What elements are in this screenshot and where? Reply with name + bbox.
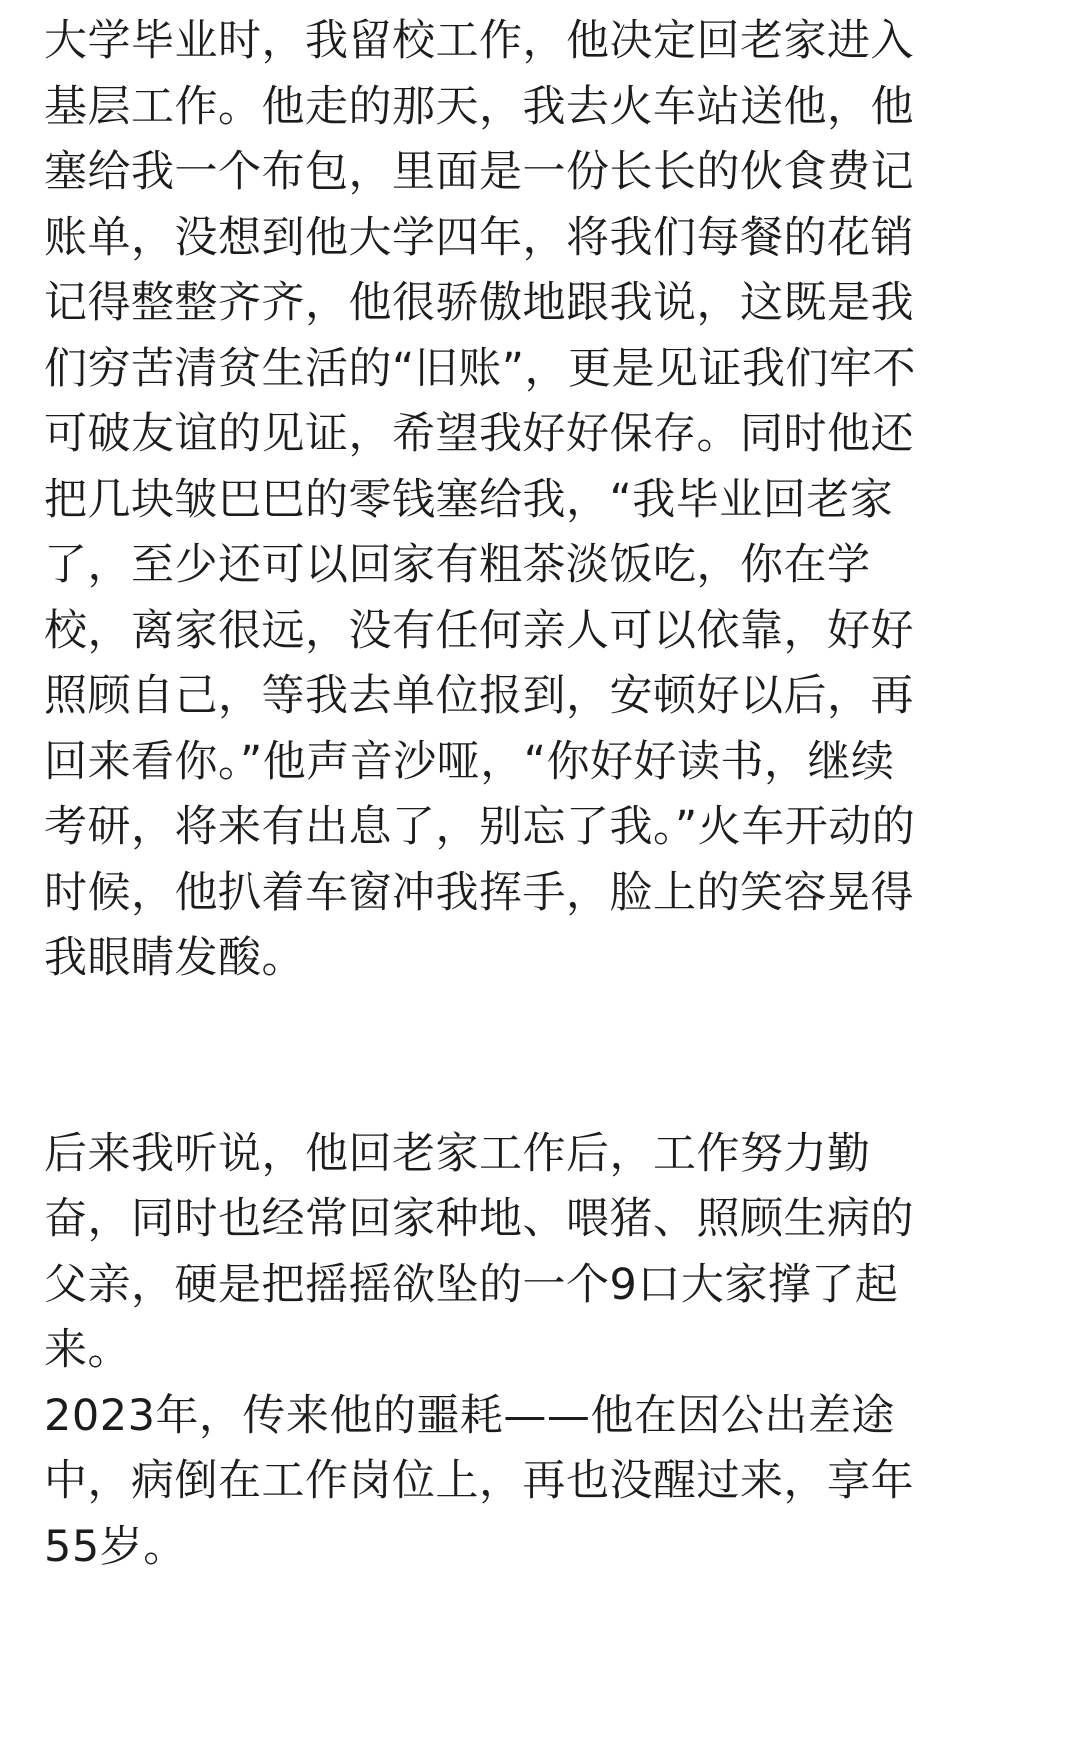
article-body	[44, 9, 1054, 1580]
text-line: 账单，没想到他大学四年，将我们每餐的花销	[44, 212, 914, 263]
text-line: 基层工作。他走的那天，我去火车站送他，他	[44, 81, 914, 132]
text-line: 55岁。	[44, 1521, 187, 1572]
text-line: 我眼睛发酸。	[44, 933, 305, 983]
text-line: 校，离家很远，没有任何亲人可以依靠，好好	[44, 605, 914, 656]
text-line: 来。	[44, 1325, 131, 1375]
text-line: 把几块皱巴巴的零钱塞给我，“我毕业回老家	[44, 474, 894, 525]
text-line: 考研，将来有出息了，别忘了我。”火车开动的	[44, 802, 916, 852]
paragraph-graduation	[44, 9, 1054, 992]
text-line: 大学毕业时，我留校工作，他决定回老家进入	[44, 16, 914, 66]
paragraph-later	[44, 1122, 1054, 1384]
text-line: 了，至少还可以回家有粗茶淡饭吃，你在学	[44, 540, 871, 590]
text-line: 2023年，传来他的噩耗——他在因公出差途	[44, 1390, 895, 1441]
paragraph-spacer	[44, 992, 1054, 1122]
text-line: 们穷苦清贫生活的“旧账”，更是见证我们牢不	[44, 343, 917, 394]
text-line: 记得整整齐齐，他很骄傲地跟我说，这既是我	[44, 278, 914, 328]
text-line: 时候，他扒着车窗冲我挥手，脸上的笑容晃得	[44, 867, 914, 918]
text-line: 照顾自己，等我去单位报到，安顿好以后，再	[44, 671, 914, 721]
text-line: 塞给我一个布包，里面是一份长长的伙食费记	[44, 147, 914, 197]
text-line: 奋，同时也经常回家种地、喂猪、照顾生病的	[44, 1194, 914, 1244]
text-line: 回来看你。”他声音沙哑，“你好好读书，继续	[44, 736, 895, 787]
text-line: 中，病倒在工作岗位上，再也没醒过来，享年	[44, 1456, 914, 1506]
text-line: 父亲，硬是把摇摇欲坠的一个9口大家撑了起	[44, 1259, 899, 1310]
text-line: 可破友谊的见证，希望我好好保存。同时他还	[44, 409, 914, 459]
text-line: 后来我听说，他回老家工作后，工作努力勤	[44, 1128, 871, 1179]
paragraph-2023	[44, 1384, 1054, 1581]
